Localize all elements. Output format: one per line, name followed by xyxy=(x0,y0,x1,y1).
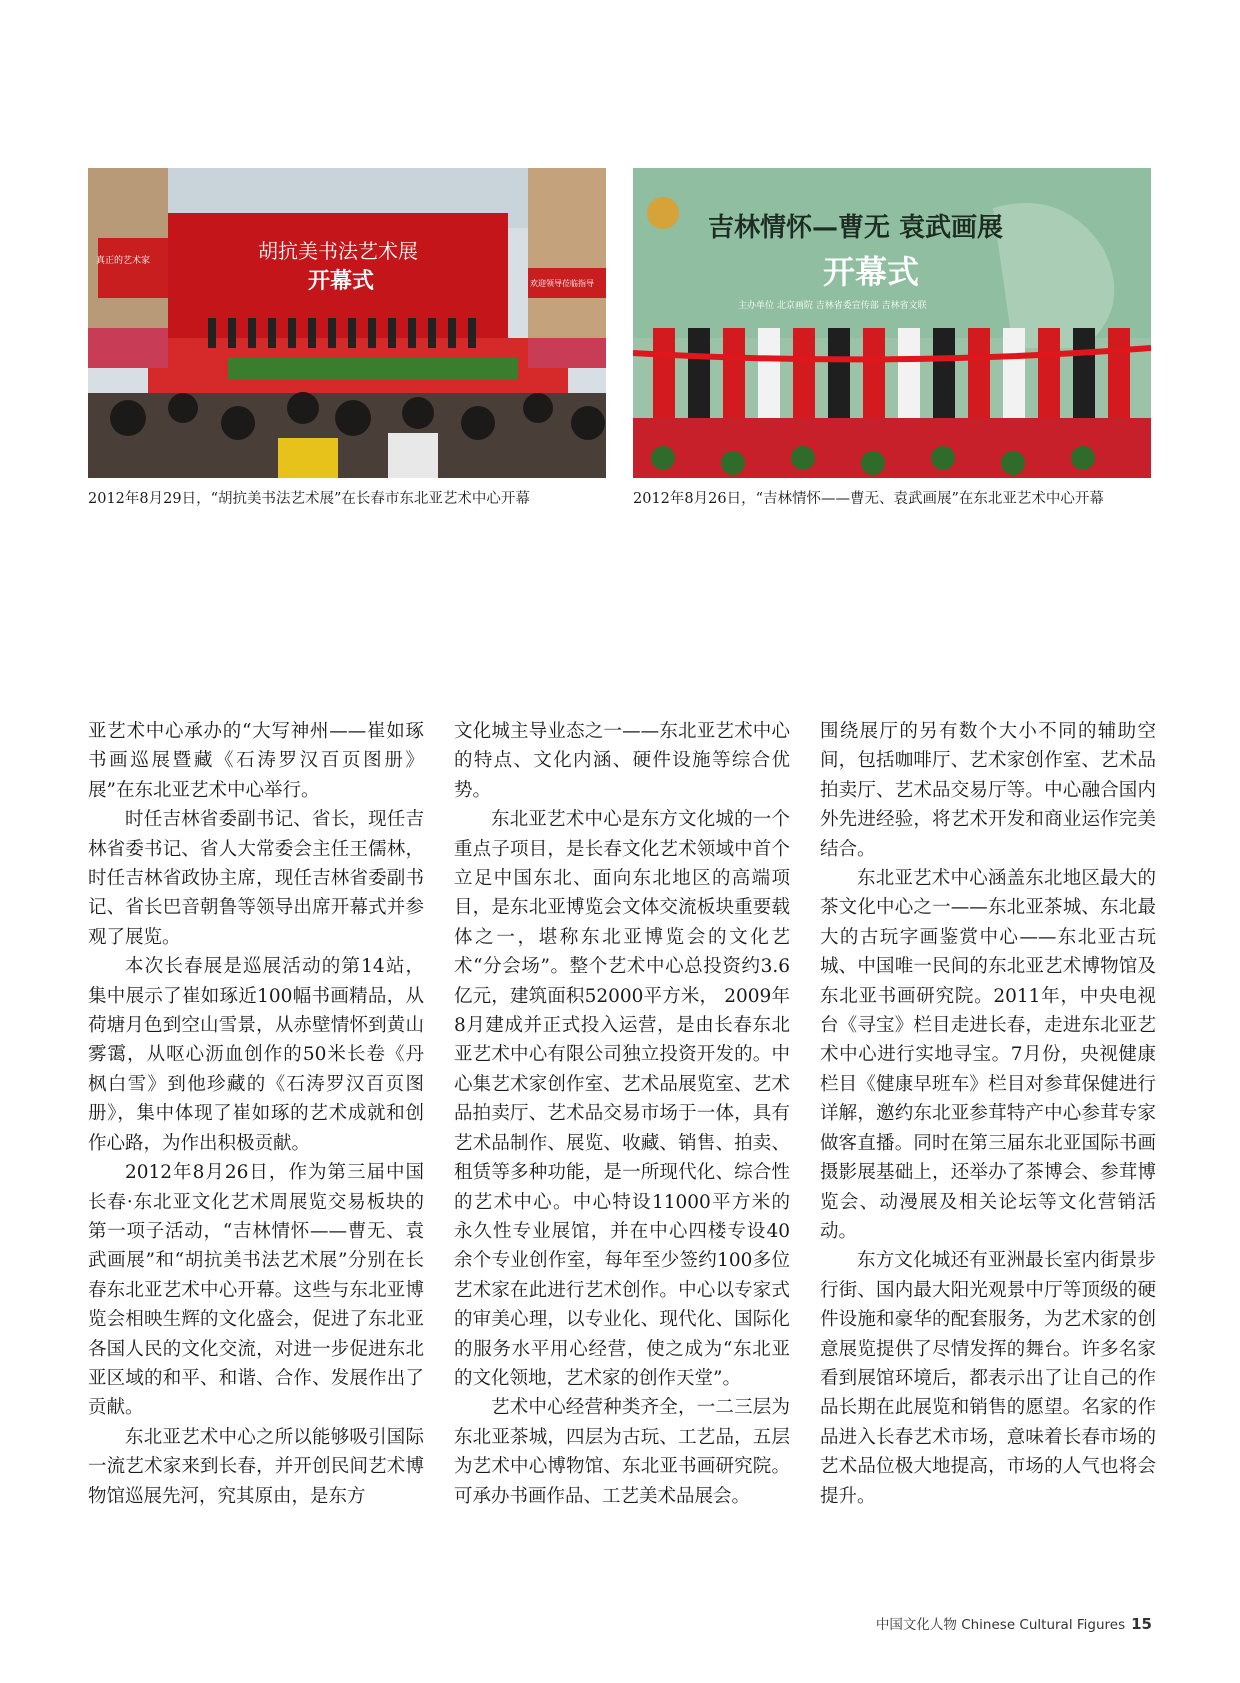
left-side-banner-a: 真正的艺术家 xyxy=(96,256,151,266)
left-banner-title: 胡抗美书法艺术展 xyxy=(258,239,418,263)
photo-painting-scene xyxy=(633,168,1151,478)
paragraph: 围绕展厅的另有数个大小不同的辅助空间，包括咖啡厅、艺术家创作室、艺术品拍卖厅、艺术品交易厅等。中心融合国内外先进经验，将艺术开发和商业运作完美结合。 xyxy=(820,721,1156,860)
photo-painting-opening xyxy=(633,168,1151,478)
article-column-1 xyxy=(88,717,424,1511)
paragraph: 文化城主导业态之一——东北亚艺术中心的特点、文化内涵、硬件设施等综合优势。 xyxy=(454,721,790,801)
caption-right: 2012年8月26日，“吉林情怀——曹无、袁武画展”在东北亚艺术中心开幕 xyxy=(633,491,1104,507)
photo-calligraphy-opening xyxy=(88,168,606,478)
caption-left: 2012年8月29日，“胡抗美书法艺术展”在长春市东北亚艺术中心开幕 xyxy=(88,491,530,507)
paragraph: 艺术中心经营种类齐全，一二三层为东北亚茶城，四层为古玩、工艺品，五层为艺术中心博物馆、东北亚书画研究院。可承办书画作品、工艺美术品展会。 xyxy=(454,1397,790,1507)
paragraph: 东方文化城还有亚洲最长室内街景步行街、国内最大阳光观景中厅等顶级的硬件设施和豪华的配套服务，为艺术家的创意展览提供了尽情发挥的舞台。许多名家看到展馆环境后，都表示出了让自己的作品长期在此展览和销售的愿望。名家的作品进入长春艺术市场，意味着长春市场的艺术品位极大地提高，市场的人气也将会提升。 xyxy=(820,1250,1156,1507)
page-footer xyxy=(876,1613,1152,1633)
photo-calligraphy-scene xyxy=(88,168,606,478)
page-number: 15 xyxy=(1131,1615,1152,1633)
paragraph: 2012年8月26日，作为第三届中国长春·东北亚文化艺术周展览交易板块的第一项子活动，“吉林情怀——曹无、袁武画展”和“胡抗美书法艺术展”分别在长春东北亚艺术中心开幕。这些与东北亚博览会相映生辉的文化盛会，促进了东北亚各国人民的文化交流，对进一步促进东北亚区域的和平、和谐、合作、发展作出了贡献。 xyxy=(88,1162,424,1419)
paragraph: 东北亚艺术中心之所以能够吸引国际一流艺术家来到长春，并开创民间艺术博物馆巡展先河，究其原由，是东方 xyxy=(88,1426,424,1507)
right-organizer-line: 主办单位 北京画院 吉林省委宣传部 吉林省文联 xyxy=(738,301,927,311)
paragraph: 本次长春展是巡展活动的第14站，集中展示了崔如琢近100幅书画精品，从荷塘月色到空山雪景，从赤壁情怀到黄山雾霭，从呕心沥血创作的50米长卷《丹枫白雪》到他珍藏的《石涛罗汉百页图册》，集中体现了崔如琢的艺术成就和创作心路，为作出积极贡献。 xyxy=(88,956,424,1154)
left-side-banner-b: 欢迎领导莅临指导 xyxy=(530,279,594,288)
right-banner-subtitle: 开幕式 xyxy=(823,253,920,291)
left-banner-subtitle: 开幕式 xyxy=(308,268,375,294)
article-column-3 xyxy=(820,717,1156,1511)
magazine-name: 中国文化人物 Chinese Cultural Figures xyxy=(875,1617,1126,1633)
paragraph: 时任吉林省委副书记、省长，现任吉林省委书记、省人大常委会主任王儒林，时任吉林省政协主席，现任吉林省委副书记、省长巴音朝鲁等领导出席开幕式并参观了展览。 xyxy=(88,809,424,948)
paragraph: 亚艺术中心承办的“大写神州——崔如琢书画巡展暨藏《石涛罗汉百页图册》展”在东北亚艺术中心举行。 xyxy=(88,721,424,801)
paragraph: 东北亚艺术中心是东方文化城的一个重点子项目，是长春文化艺术领域中首个立足中国东北、面向东北地区的高端项目，是东北亚博览会文体交流板块重要载体之一，堪称东北亚博览会的文化艺术“分会场”。整个艺术中心总投资约3.6亿元，建筑面积52000平方米， 2009年8月建成并正式投入运营，是由长春东北亚艺术中心有限公司独立投资开发的。中心集艺术家创作室、艺术品展览室、艺术品拍卖厅、艺术品交易市场于一体，具有艺术品制作、展览、收藏、销售、拍卖、租赁等多种功能，是一所现代化、综合性的艺术中心。中心特设11000平方米的永久性专业展馆，并在中心四楼专设40余个专业创作室，每年至少签约100多位艺术家在此进行艺术创作。中心以专家式的审美心理，以专业化、现代化、国际化的服务水平用心经营，使之成为“东北亚的文化领地，艺术家的创作天堂”。 xyxy=(454,809,790,1389)
article-column-2 xyxy=(454,717,790,1511)
right-banner-title: 吉林情怀—曹无 袁武画展 xyxy=(708,213,1004,243)
paragraph: 东北亚艺术中心涵盖东北地区最大的茶文化中心之一——东北亚茶城、东北最大的古玩字画鉴赏中心——东北亚古玩城、中国唯一民间的东北亚艺术博物馆及东北亚书画研究院。2011年，中央电视台《寻宝》栏目走进长春，走进东北亚艺术中心进行实地寻宝。7月份，央视健康栏目《健康早班车》栏目对参茸保健进行详解，邀约东北亚参茸特产中心参茸专家做客直播。同时在第三届东北亚国际书画摄影展基础上，还举办了茶博会、参茸博览会、动漫展及相关论坛等文化营销活动。 xyxy=(820,868,1156,1242)
